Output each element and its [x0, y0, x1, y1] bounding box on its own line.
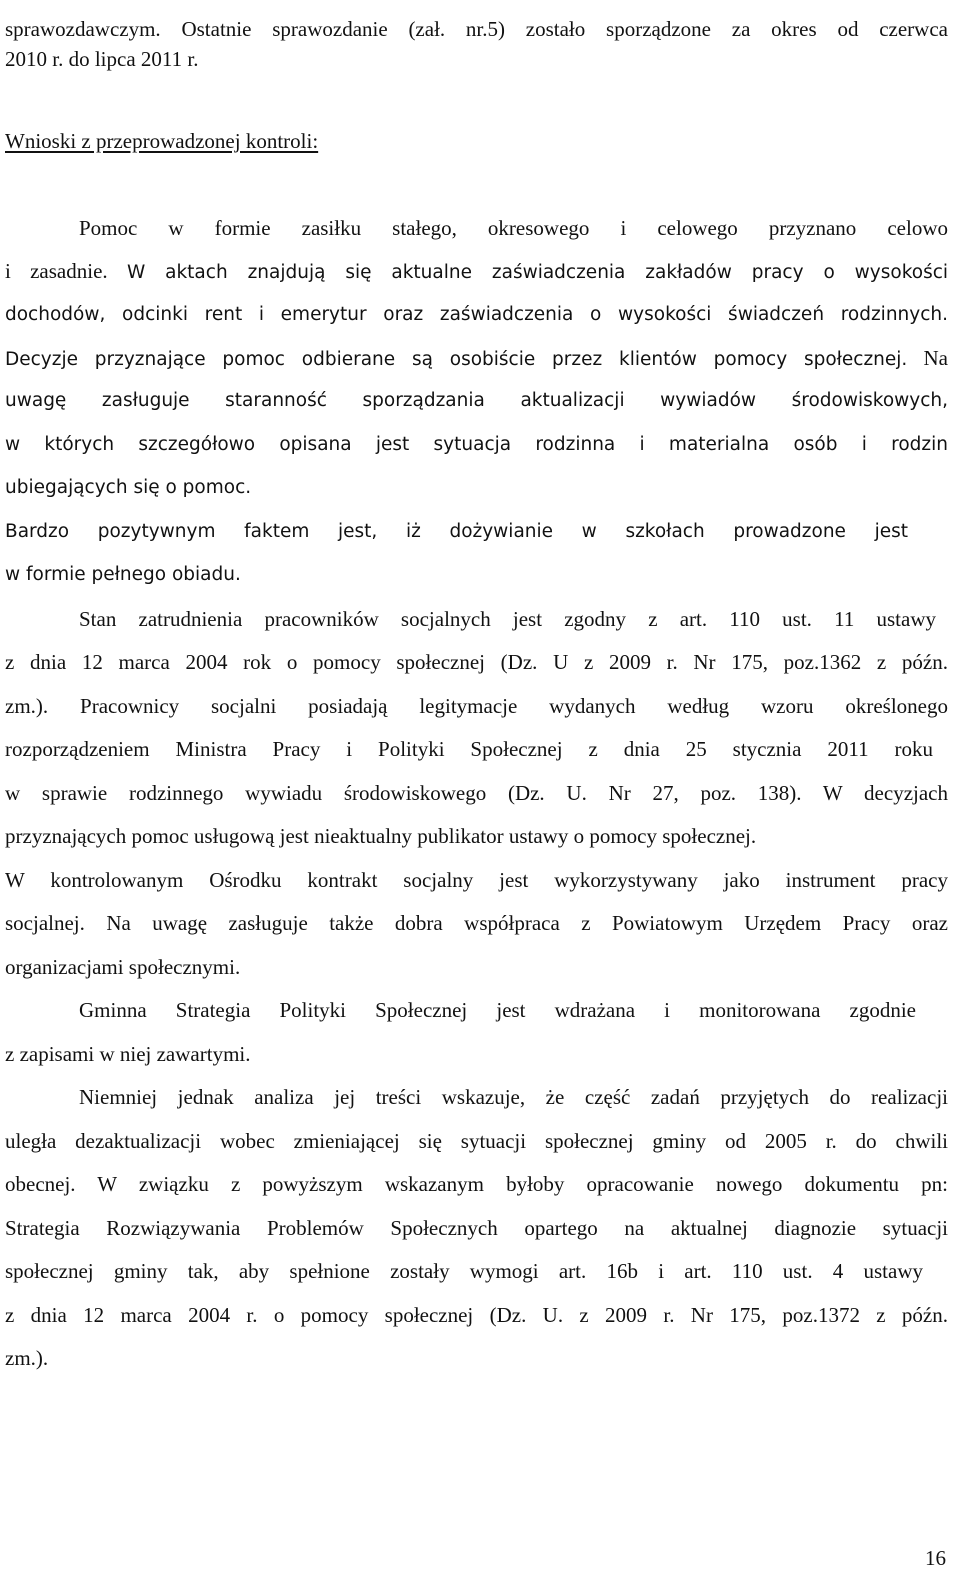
page-number: 16	[925, 1546, 946, 1570]
text-line: uległa dezaktualizacji wobec zmieniającej się sytuacji społecznej gminy od 2005 r. do chwili	[5, 1129, 948, 1153]
text-line: rozporządzeniem Ministra Pracy i Polityki Społecznej z dnia 25 stycznia 2011 roku	[5, 737, 933, 761]
text-line-mixed	[5, 256, 948, 288]
text-line: Niemniej jednak analiza jej treści wskazuje, że część zadań przyjętych do realizacji	[79, 1085, 948, 1109]
text-line-mixed	[5, 343, 948, 375]
text-line: Pomoc w formie zasiłku stałego, okresowego i celowego przyznano celowo	[79, 216, 948, 240]
text-line: z dnia 12 marca 2004 rok o pomocy społecznej (Dz. U z 2009 r. Nr 175, poz.1362 z późn.	[5, 650, 948, 674]
text-segment: Decyzje przyznające pomoc odbierane są osobiście przez klientów pomocy społecznej.	[5, 349, 908, 370]
text-line: społecznej gminy tak, aby spełnione zostały wymogi art. 16b i art. 110 ust. 4 ustawy	[5, 1259, 923, 1283]
text-line: w formie pełnego obiadu.	[5, 564, 241, 585]
text-line-mixed	[5, 691, 948, 721]
text-line: zm.).	[5, 1346, 49, 1370]
section-heading-text: Wnioski z przeprowadzonej kontroli:	[5, 129, 319, 153]
text-segment: Pracownicy socjalni posiadają legitymacje wydanych według wzoru określonego	[80, 694, 948, 718]
text-line: uwagę zasługuje staranność sporządzania aktualizacji wywiadów środowiskowych,	[5, 390, 948, 411]
text-line: socjalnej. Na uwagę zasługuje także dobra współpraca z Powiatowym Urzędem Pracy oraz	[5, 911, 948, 935]
section-heading	[5, 126, 948, 156]
text-line: w sprawie rodzinnego wywiadu środowiskowego (Dz. U. Nr 27, poz. 138). W decyzjach	[5, 781, 948, 805]
text-line: obecnej. W związku z powyższym wskazanym byłoby opracowanie nowego dokumentu pn:	[5, 1172, 948, 1196]
text-line: ubiegających się o pomoc.	[5, 477, 252, 498]
text-line: organizacjami społecznymi.	[5, 955, 241, 979]
text-line: z zapisami w niej zawartymi.	[5, 1042, 251, 1066]
text-line: 2010 r. do lipca 2011 r.	[5, 47, 199, 71]
text-segment: zm.).	[5, 694, 49, 718]
text-line: w których szczegółowo opisana jest sytuacja rodzinna i materialna osób i rodzin	[5, 434, 948, 455]
text-line: z dnia 12 marca 2004 r. o pomocy społecznej (Dz. U. z 2009 r. Nr 175, poz.1372 z późn.	[5, 1303, 948, 1327]
text-segment: W aktach znajdują się aktualne zaświadczenia zakładów pracy o wysokości	[126, 262, 949, 283]
text-line: przyznających pomoc usługową jest nieaktualny publikator ustawy o pomocy społecznej.	[5, 824, 757, 848]
text-segment: i zasadnie.	[5, 259, 108, 283]
text-line: Gminna Strategia Polityki Społecznej jest wdrażana i monitorowana zgodnie	[79, 998, 916, 1022]
text-line: Bardzo pozytywnym faktem jest, iż dożywianie w szkołach prowadzone jest	[5, 521, 908, 542]
text-line: W kontrolowanym Ośrodku kontrakt socjalny jest wykorzystywany jako instrument pracy	[5, 868, 948, 892]
text-line: dochodów, odcinki rent i emerytur oraz zaświadczenia o wysokości świadczeń rodzinnych.	[5, 304, 948, 325]
text-line: sprawozdawczym. Ostatnie sprawozdanie (zał. nr.5) zostało sporządzone za okres od czerwca	[5, 17, 948, 41]
text-line: Strategia Rozwiązywania Problemów Społecznych opartego na aktualnej diagnozie sytuacji	[5, 1216, 948, 1240]
text-segment: Na	[923, 346, 948, 370]
text-line: Stan zatrudnienia pracowników socjalnych jest zgodny z art. 110 ust. 11 ustawy	[79, 607, 936, 631]
